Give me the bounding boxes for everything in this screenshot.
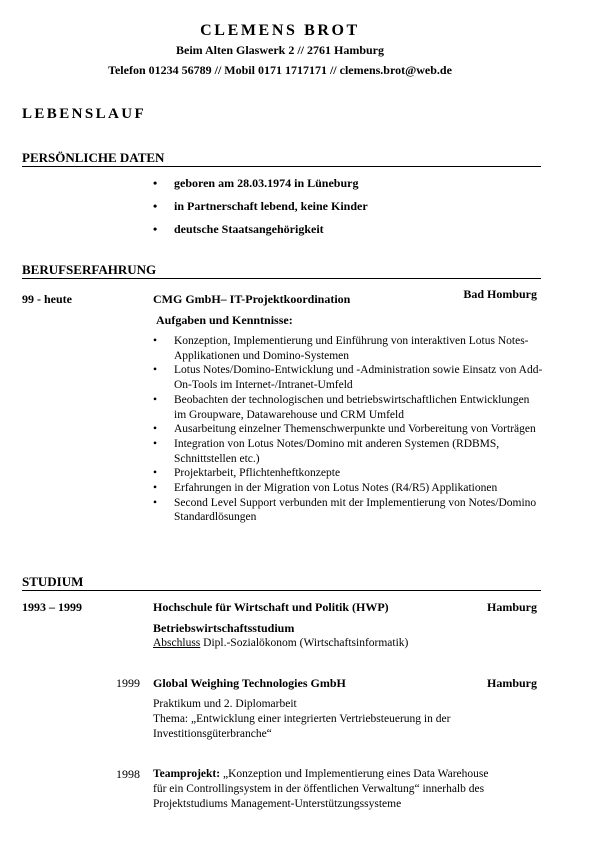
internship-line: Praktikum und 2. Diplomarbeit [153, 698, 297, 710]
list-item: • Erfahrungen in der Migration von Lotus Notes (R4/R5) Applikationen [153, 481, 543, 496]
applicant-address: Beim Alten Glaswerk 2 // 2761 Hamburg [176, 43, 384, 57]
list-item: • geboren am 28.03.1974 in Lüneburg [153, 176, 368, 199]
experience-period: 99 - heute [22, 292, 72, 306]
section-divider [22, 278, 541, 279]
list-item: • Projektarbeit, Pflichtenheftkonzepte [153, 466, 543, 481]
internship-line: Investitionsgüterbranche“ [153, 728, 272, 740]
section-heading-experience: BERUFSERFAHRUNG [22, 262, 157, 277]
applicant-name: CLEMENS BROT [200, 22, 360, 39]
internship-line: Thema: „Entwicklung einer integrierten Vertriebsteuerung in der [153, 713, 451, 725]
project-line: für ein Controllingsystem in der öffentlichen Verwaltung“ innerhalb des [153, 783, 485, 795]
section-divider [22, 590, 541, 591]
applicant-contact: Telefon 01234 56789 // Mobil 0171 1717171 // clemens.brot@web.de [108, 63, 452, 77]
list-item: • Integration von Lotus Notes/Domino mit anderen Systemen (RDBMS, Schnittstellen etc.) [153, 437, 543, 466]
degree-value: Dipl.-Sozialökonom (Wirtschaftsinformatik) [200, 637, 409, 649]
section-heading-personal: PERSÖNLICHE DATEN [22, 150, 165, 165]
project-line: Projektstudiums Management-Unterstützungssysteme [153, 798, 402, 810]
section-heading-studies: STUDIUM [22, 574, 84, 589]
personal-data-list [153, 176, 368, 245]
experience-location: Bad Homburg [463, 287, 537, 301]
project-text: „Konzeption und Implementierung eines Data Warehouse [220, 768, 489, 780]
tasks-title: Aufgaben und Kenntnisse: [156, 313, 293, 327]
document-title: LEBENSLAUF [22, 106, 147, 122]
university-location: Hamburg [486, 600, 537, 614]
list-item: • Ausarbeitung einzelner Themenschwerpunkte und Vorbereitung von Vorträgen [153, 422, 543, 437]
university-name: Hochschule für Wirtschaft und Politik (HWP) [153, 600, 389, 614]
list-item: • deutsche Staatsangehörigkeit [153, 222, 368, 245]
experience-company: CMG GmbH– IT-Projektkoordination [153, 292, 351, 306]
university-program: Betriebswirtschaftsstudium [153, 621, 295, 635]
university-degree [153, 636, 408, 651]
internship-year: 1999 [116, 676, 140, 690]
list-item: • in Partnerschaft lebend, keine Kinder [153, 199, 368, 222]
list-item: • Lotus Notes/Domino-Entwicklung und -Administration sowie Einsatz von Add-On-Tools im Internet-/Intranet-Umfeld [153, 363, 543, 392]
list-item: • Second Level Support verbunden mit der Implementierung von Notes/Domino Standardlösungen [153, 496, 543, 525]
tasks-list [153, 334, 543, 525]
internship-company: Global Weighing Technologies GmbH [153, 676, 346, 690]
project-label: Teamprojekt: [153, 768, 221, 780]
section-divider [22, 166, 541, 167]
project-year: 1998 [116, 767, 140, 781]
list-item: • Beobachten der technologischen und betriebswirtschaftlichen Entwicklungen im Groupware, Datawarehouse und CRM Umfeld [153, 393, 543, 422]
university-period: 1993 – 1999 [22, 600, 82, 614]
internship-location: Hamburg [486, 676, 537, 690]
list-item: • Konzeption, Implementierung und Einführung von interaktiven Lotus Notes-Applikationen und Domino-Systemen [153, 334, 543, 363]
project-line [153, 767, 488, 782]
degree-label: Abschluss [153, 637, 201, 649]
